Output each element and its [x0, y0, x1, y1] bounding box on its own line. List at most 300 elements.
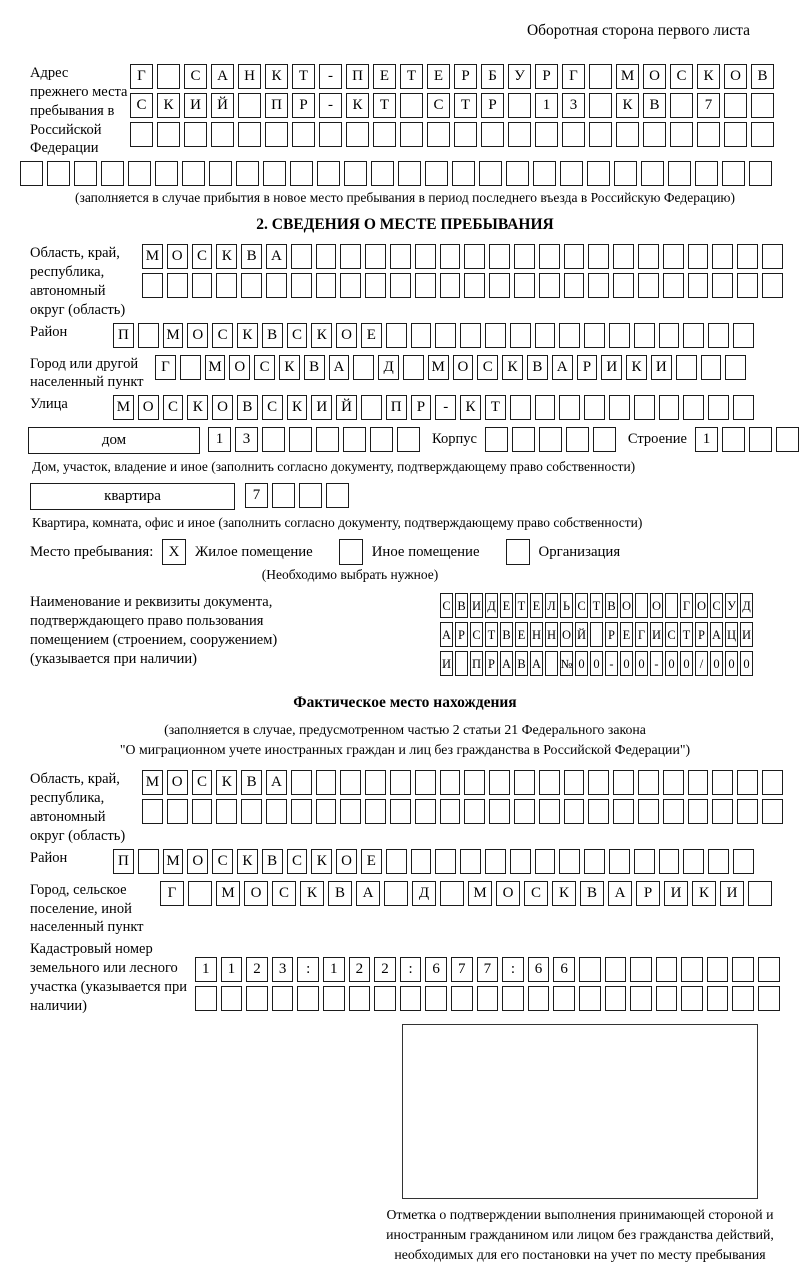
char-cell[interactable]: К [187, 395, 208, 420]
char-cell[interactable] [479, 161, 502, 186]
char-cell[interactable] [238, 122, 261, 147]
char-cell[interactable] [263, 161, 286, 186]
char-cell[interactable] [762, 770, 783, 795]
char-cell[interactable] [398, 161, 421, 186]
char-cell[interactable] [605, 986, 627, 1011]
char-cell[interactable]: 1 [221, 957, 243, 982]
char-cell[interactable] [440, 770, 461, 795]
char-cell[interactable] [613, 799, 634, 824]
char-cell[interactable]: 0 [590, 651, 603, 676]
char-cell[interactable]: Н [545, 622, 558, 647]
char-cell[interactable] [659, 323, 680, 348]
char-cell[interactable]: П [265, 93, 288, 118]
char-cell[interactable]: С [287, 849, 308, 874]
char-cell[interactable]: 7 [697, 93, 720, 118]
char-cell[interactable]: О [229, 355, 250, 380]
char-cell[interactable]: В [500, 622, 513, 647]
char-cell[interactable]: В [304, 355, 325, 380]
char-cell[interactable] [390, 799, 411, 824]
char-cell[interactable] [533, 161, 556, 186]
char-cell[interactable] [584, 323, 605, 348]
char-cell[interactable]: Е [530, 593, 543, 618]
checkbox-other-premises[interactable] [339, 539, 363, 565]
char-cell[interactable] [101, 161, 124, 186]
char-cell[interactable]: С [184, 64, 207, 89]
char-cell[interactable]: С [212, 849, 233, 874]
char-cell[interactable] [683, 849, 704, 874]
char-cell[interactable]: - [605, 651, 618, 676]
char-cell[interactable]: 0 [740, 651, 753, 676]
char-cell[interactable]: Й [336, 395, 357, 420]
char-cell[interactable] [535, 849, 556, 874]
char-cell[interactable] [397, 427, 420, 452]
char-cell[interactable]: В [262, 849, 283, 874]
char-cell[interactable] [589, 93, 612, 118]
char-cell[interactable] [668, 161, 691, 186]
char-cell[interactable]: Д [485, 593, 498, 618]
char-cell[interactable]: В [241, 244, 262, 269]
char-cell[interactable]: Н [530, 622, 543, 647]
char-cell[interactable]: М [113, 395, 134, 420]
char-cell[interactable] [440, 881, 464, 906]
char-cell[interactable] [411, 323, 432, 348]
char-cell[interactable]: Г [155, 355, 176, 380]
char-cell[interactable]: - [319, 93, 342, 118]
char-cell[interactable]: № [560, 651, 573, 676]
char-cell[interactable] [184, 122, 207, 147]
char-cell[interactable] [440, 799, 461, 824]
char-cell[interactable] [762, 799, 783, 824]
char-cell[interactable]: О [138, 395, 159, 420]
char-cell[interactable] [663, 273, 684, 298]
char-cell[interactable] [562, 122, 585, 147]
char-cell[interactable] [514, 244, 535, 269]
char-cell[interactable]: Р [411, 395, 432, 420]
char-cell[interactable] [415, 799, 436, 824]
char-cell[interactable]: О [695, 593, 708, 618]
char-cell[interactable] [641, 161, 664, 186]
char-cell[interactable] [155, 161, 178, 186]
char-cell[interactable]: М [142, 770, 163, 795]
char-cell[interactable] [415, 770, 436, 795]
char-cell[interactable]: 0 [680, 651, 693, 676]
char-cell[interactable]: 0 [665, 651, 678, 676]
char-cell[interactable]: - [319, 64, 342, 89]
char-cell[interactable]: К [311, 849, 332, 874]
char-cell[interactable] [545, 651, 558, 676]
char-cell[interactable] [613, 273, 634, 298]
char-cell[interactable] [343, 427, 366, 452]
char-cell[interactable]: О [336, 323, 357, 348]
char-cell[interactable] [316, 244, 337, 269]
char-cell[interactable]: Р [535, 64, 558, 89]
char-cell[interactable] [365, 799, 386, 824]
char-cell[interactable] [415, 273, 436, 298]
char-cell[interactable] [323, 986, 345, 1011]
char-cell[interactable] [188, 881, 212, 906]
char-cell[interactable] [344, 161, 367, 186]
char-cell[interactable]: С [192, 244, 213, 269]
char-cell[interactable] [454, 122, 477, 147]
char-cell[interactable]: С [575, 593, 588, 618]
char-cell[interactable] [776, 427, 799, 452]
char-cell[interactable] [272, 986, 294, 1011]
char-cell[interactable] [514, 770, 535, 795]
char-cell[interactable] [464, 799, 485, 824]
char-cell[interactable]: В [237, 395, 258, 420]
char-cell[interactable] [751, 93, 774, 118]
char-cell[interactable]: И [651, 355, 672, 380]
char-cell[interactable] [246, 986, 268, 1011]
char-cell[interactable] [663, 244, 684, 269]
char-cell[interactable] [374, 986, 396, 1011]
char-cell[interactable] [485, 427, 508, 452]
char-cell[interactable] [748, 881, 772, 906]
char-cell[interactable] [340, 244, 361, 269]
char-cell[interactable] [665, 593, 678, 618]
char-cell[interactable] [415, 244, 436, 269]
char-cell[interactable] [708, 323, 729, 348]
char-cell[interactable] [291, 799, 312, 824]
char-cell[interactable]: А [329, 355, 350, 380]
char-cell[interactable]: Ь [560, 593, 573, 618]
char-cell[interactable] [221, 986, 243, 1011]
char-cell[interactable]: 7 [245, 483, 268, 508]
char-cell[interactable]: Т [454, 93, 477, 118]
char-cell[interactable]: А [530, 651, 543, 676]
char-cell[interactable] [291, 244, 312, 269]
char-cell[interactable] [688, 273, 709, 298]
char-cell[interactable]: Т [680, 622, 693, 647]
char-cell[interactable] [138, 323, 159, 348]
checkbox-residential[interactable]: X [162, 539, 186, 565]
char-cell[interactable] [613, 770, 634, 795]
char-cell[interactable]: О [724, 64, 747, 89]
char-cell[interactable] [510, 323, 531, 348]
char-cell[interactable] [361, 395, 382, 420]
char-cell[interactable] [737, 273, 758, 298]
char-cell[interactable]: О [620, 593, 633, 618]
char-cell[interactable] [489, 244, 510, 269]
char-cell[interactable]: 7 [477, 957, 499, 982]
char-cell[interactable]: В [751, 64, 774, 89]
char-cell[interactable]: Д [378, 355, 399, 380]
char-cell[interactable] [701, 355, 722, 380]
char-cell[interactable] [20, 161, 43, 186]
char-cell[interactable]: 0 [620, 651, 633, 676]
char-cell[interactable] [724, 122, 747, 147]
char-cell[interactable] [425, 986, 447, 1011]
char-cell[interactable] [712, 799, 733, 824]
char-cell[interactable]: / [695, 651, 708, 676]
char-cell[interactable]: В [580, 881, 604, 906]
char-cell[interactable] [613, 244, 634, 269]
char-cell[interactable] [238, 93, 261, 118]
char-cell[interactable]: : [502, 957, 524, 982]
char-cell[interactable] [508, 122, 531, 147]
char-cell[interactable] [390, 273, 411, 298]
char-cell[interactable]: К [265, 64, 288, 89]
char-cell[interactable] [733, 323, 754, 348]
char-cell[interactable] [733, 849, 754, 874]
char-cell[interactable] [695, 161, 718, 186]
char-cell[interactable] [435, 323, 456, 348]
char-cell[interactable] [353, 355, 374, 380]
char-cell[interactable] [638, 273, 659, 298]
char-cell[interactable]: 0 [635, 651, 648, 676]
char-cell[interactable]: 1 [195, 957, 217, 982]
char-cell[interactable]: С [710, 593, 723, 618]
char-cell[interactable]: Е [427, 64, 450, 89]
char-cell[interactable] [262, 427, 285, 452]
char-cell[interactable] [326, 483, 349, 508]
char-cell[interactable] [510, 395, 531, 420]
char-cell[interactable] [460, 849, 481, 874]
char-cell[interactable]: - [650, 651, 663, 676]
char-cell[interactable] [688, 799, 709, 824]
char-cell[interactable]: Р [481, 93, 504, 118]
char-cell[interactable] [712, 244, 733, 269]
char-cell[interactable]: О [336, 849, 357, 874]
char-cell[interactable]: Р [605, 622, 618, 647]
char-cell[interactable]: С [477, 355, 498, 380]
char-cell[interactable] [195, 986, 217, 1011]
char-cell[interactable]: 3 [272, 957, 294, 982]
char-cell[interactable] [128, 161, 151, 186]
char-cell[interactable]: 2 [374, 957, 396, 982]
char-cell[interactable]: Е [361, 849, 382, 874]
char-cell[interactable]: Й [575, 622, 588, 647]
char-cell[interactable]: М [142, 244, 163, 269]
char-cell[interactable]: Г [160, 881, 184, 906]
char-cell[interactable] [634, 395, 655, 420]
char-cell[interactable] [559, 849, 580, 874]
char-cell[interactable]: О [167, 770, 188, 795]
char-cell[interactable] [489, 770, 510, 795]
char-cell[interactable] [539, 770, 560, 795]
char-cell[interactable] [634, 323, 655, 348]
char-cell[interactable] [630, 957, 652, 982]
char-cell[interactable] [725, 355, 746, 380]
char-cell[interactable] [316, 799, 337, 824]
char-cell[interactable] [192, 273, 213, 298]
char-cell[interactable] [553, 986, 575, 1011]
char-cell[interactable] [676, 355, 697, 380]
char-cell[interactable] [737, 770, 758, 795]
char-cell[interactable]: В [262, 323, 283, 348]
char-cell[interactable] [737, 799, 758, 824]
char-cell[interactable]: 3 [562, 93, 585, 118]
char-cell[interactable] [688, 244, 709, 269]
char-cell[interactable] [656, 986, 678, 1011]
char-cell[interactable] [316, 770, 337, 795]
char-cell[interactable]: А [211, 64, 234, 89]
char-cell[interactable]: И [664, 881, 688, 906]
char-cell[interactable]: П [113, 323, 134, 348]
char-cell[interactable] [579, 986, 601, 1011]
char-cell[interactable] [464, 273, 485, 298]
char-cell[interactable] [425, 161, 448, 186]
char-cell[interactable] [609, 323, 630, 348]
char-cell[interactable] [535, 122, 558, 147]
char-cell[interactable] [455, 651, 468, 676]
char-cell[interactable] [157, 64, 180, 89]
char-cell[interactable] [291, 770, 312, 795]
char-cell[interactable]: А [552, 355, 573, 380]
char-cell[interactable]: О [453, 355, 474, 380]
char-cell[interactable]: А [266, 244, 287, 269]
char-cell[interactable] [400, 93, 423, 118]
char-cell[interactable] [340, 273, 361, 298]
char-cell[interactable]: Е [500, 593, 513, 618]
char-cell[interactable]: 0 [725, 651, 738, 676]
char-cell[interactable] [559, 395, 580, 420]
char-cell[interactable]: Д [412, 881, 436, 906]
char-cell[interactable]: М [163, 849, 184, 874]
char-cell[interactable]: : [297, 957, 319, 982]
char-cell[interactable] [634, 849, 655, 874]
char-cell[interactable] [390, 244, 411, 269]
char-cell[interactable] [560, 161, 583, 186]
char-cell[interactable] [681, 986, 703, 1011]
char-cell[interactable] [340, 799, 361, 824]
char-cell[interactable]: О [187, 849, 208, 874]
char-cell[interactable]: Е [515, 622, 528, 647]
char-cell[interactable]: Г [562, 64, 585, 89]
char-cell[interactable] [762, 273, 783, 298]
char-cell[interactable] [340, 770, 361, 795]
char-cell[interactable]: К [216, 770, 237, 795]
char-cell[interactable] [477, 986, 499, 1011]
char-cell[interactable]: В [643, 93, 666, 118]
char-cell[interactable] [485, 849, 506, 874]
char-cell[interactable]: О [187, 323, 208, 348]
char-cell[interactable] [460, 323, 481, 348]
char-cell[interactable]: И [311, 395, 332, 420]
char-cell[interactable] [635, 593, 648, 618]
char-cell[interactable] [400, 122, 423, 147]
char-cell[interactable]: Т [292, 64, 315, 89]
char-cell[interactable]: А [608, 881, 632, 906]
char-cell[interactable]: 6 [528, 957, 550, 982]
char-cell[interactable] [514, 273, 535, 298]
char-cell[interactable]: 7 [451, 957, 473, 982]
char-cell[interactable]: С [272, 881, 296, 906]
char-cell[interactable] [400, 986, 422, 1011]
char-cell[interactable] [365, 244, 386, 269]
char-cell[interactable] [539, 427, 562, 452]
char-cell[interactable] [588, 799, 609, 824]
char-cell[interactable]: К [237, 323, 258, 348]
char-cell[interactable]: О [650, 593, 663, 618]
checkbox-organization[interactable] [506, 539, 530, 565]
char-cell[interactable]: К [237, 849, 258, 874]
char-cell[interactable] [737, 244, 758, 269]
char-cell[interactable]: Ц [725, 622, 738, 647]
char-cell[interactable]: С [524, 881, 548, 906]
char-cell[interactable] [712, 770, 733, 795]
char-cell[interactable] [707, 957, 729, 982]
char-cell[interactable] [584, 395, 605, 420]
char-cell[interactable]: Р [577, 355, 598, 380]
char-cell[interactable]: 2 [246, 957, 268, 982]
char-cell[interactable]: П [470, 651, 483, 676]
char-cell[interactable] [722, 161, 745, 186]
char-cell[interactable]: Т [485, 395, 506, 420]
char-cell[interactable] [236, 161, 259, 186]
char-cell[interactable] [297, 986, 319, 1011]
char-cell[interactable] [370, 427, 393, 452]
char-cell[interactable] [130, 122, 153, 147]
char-cell[interactable]: А [440, 622, 453, 647]
char-cell[interactable] [724, 93, 747, 118]
char-cell[interactable] [241, 273, 262, 298]
char-cell[interactable] [749, 161, 772, 186]
char-cell[interactable] [659, 849, 680, 874]
char-cell[interactable] [209, 161, 232, 186]
char-cell[interactable]: К [311, 323, 332, 348]
char-cell[interactable] [564, 273, 585, 298]
char-cell[interactable] [316, 273, 337, 298]
char-cell[interactable] [535, 323, 556, 348]
char-cell[interactable]: К [502, 355, 523, 380]
char-cell[interactable] [411, 849, 432, 874]
char-cell[interactable]: О [496, 881, 520, 906]
char-cell[interactable]: - [435, 395, 456, 420]
char-cell[interactable]: 2 [349, 957, 371, 982]
char-cell[interactable] [142, 273, 163, 298]
char-cell[interactable]: М [205, 355, 226, 380]
char-cell[interactable]: С [427, 93, 450, 118]
char-cell[interactable] [485, 323, 506, 348]
char-cell[interactable] [758, 957, 780, 982]
char-cell[interactable]: И [720, 881, 744, 906]
char-cell[interactable] [167, 799, 188, 824]
char-cell[interactable] [564, 770, 585, 795]
char-cell[interactable] [510, 849, 531, 874]
char-cell[interactable] [659, 395, 680, 420]
char-cell[interactable] [346, 122, 369, 147]
char-cell[interactable] [683, 323, 704, 348]
char-cell[interactable]: 3 [235, 427, 258, 452]
char-cell[interactable] [192, 799, 213, 824]
char-cell[interactable]: В [241, 770, 262, 795]
char-cell[interactable]: Л [545, 593, 558, 618]
char-cell[interactable]: М [468, 881, 492, 906]
char-cell[interactable] [506, 161, 529, 186]
char-cell[interactable]: 1 [535, 93, 558, 118]
char-cell[interactable] [489, 799, 510, 824]
char-cell[interactable]: 6 [553, 957, 575, 982]
char-cell[interactable]: К [460, 395, 481, 420]
char-cell[interactable] [290, 161, 313, 186]
char-cell[interactable] [365, 273, 386, 298]
char-cell[interactable]: О [167, 244, 188, 269]
char-cell[interactable] [609, 849, 630, 874]
char-cell[interactable] [588, 770, 609, 795]
char-cell[interactable]: Н [238, 64, 261, 89]
char-cell[interactable]: У [508, 64, 531, 89]
char-cell[interactable]: К [279, 355, 300, 380]
char-cell[interactable] [670, 122, 693, 147]
char-cell[interactable]: В [455, 593, 468, 618]
char-cell[interactable]: Г [130, 64, 153, 89]
char-cell[interactable] [708, 395, 729, 420]
char-cell[interactable] [670, 93, 693, 118]
char-cell[interactable] [349, 986, 371, 1011]
char-cell[interactable] [751, 122, 774, 147]
char-cell[interactable] [656, 957, 678, 982]
